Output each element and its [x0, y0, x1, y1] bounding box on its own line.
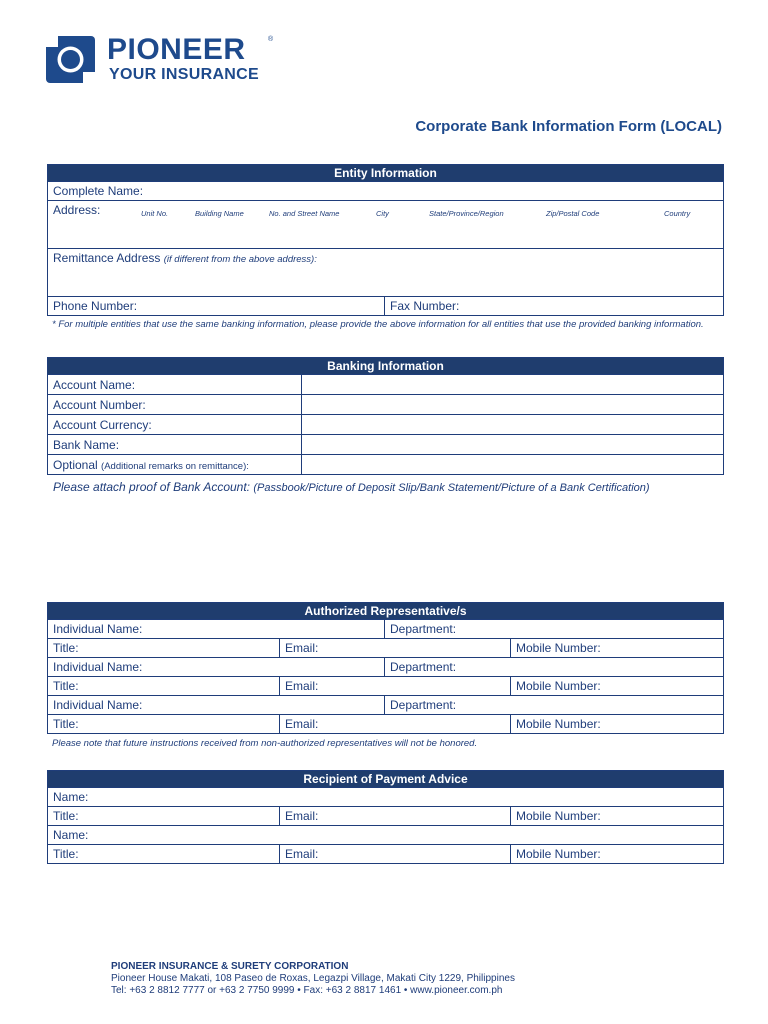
fax-number-field[interactable]	[385, 297, 724, 316]
address-zip: Zip/Postal Code	[546, 209, 600, 218]
mobile-label: Mobile Number:	[516, 679, 601, 693]
recipient2-email-field[interactable]	[280, 845, 511, 864]
reps-note: Please note that future instructions received from non-authorized representatives will not be honored.	[52, 738, 478, 749]
recipient-payment-advice-table	[47, 770, 724, 864]
rep3-department-field[interactable]	[385, 696, 724, 715]
department-label: Department:	[390, 660, 457, 674]
account-name-label: Account Name:	[48, 375, 302, 395]
mobile-label: Mobile Number:	[516, 641, 601, 655]
remittance-address-note: (if different from the above address):	[163, 254, 317, 265]
rep2-title-field[interactable]	[48, 677, 280, 696]
rep1-department-field[interactable]	[385, 620, 724, 639]
pioneer-logo	[46, 33, 286, 86]
recipient1-title-field[interactable]	[48, 807, 280, 826]
proof-lead: Please attach proof of Bank Account:	[53, 480, 251, 494]
rep1-email-field[interactable]	[280, 639, 511, 658]
footer-contact: Tel: +63 2 8812 7777 or +63 2 7750 9999 • Fax: +63 2 8817 1461 • www.pioneer.com.ph	[111, 985, 503, 996]
complete-name-field[interactable]	[48, 182, 724, 201]
rep1-individual-name-field[interactable]	[48, 620, 385, 639]
authorized-representatives-table	[47, 602, 724, 734]
complete-name-label: Complete Name:	[53, 184, 144, 198]
remittance-address-field[interactable]	[48, 249, 724, 297]
logo-tagline: YOUR INSURANCE	[109, 66, 259, 83]
individual-name-label: Individual Name:	[53, 698, 143, 712]
title-label: Title:	[53, 679, 79, 693]
reps-header: Authorized Representative/s	[48, 603, 724, 620]
rep1-title-field[interactable]	[48, 639, 280, 658]
rep2-email-field[interactable]	[280, 677, 511, 696]
account-currency-input[interactable]	[302, 415, 724, 435]
account-number-label: Account Number:	[48, 395, 302, 415]
footer	[111, 961, 515, 997]
name-label: Name:	[53, 790, 89, 804]
recipient-header: Recipient of Payment Advice	[48, 771, 724, 788]
rep3-mobile-field[interactable]	[511, 715, 724, 734]
form-title: Corporate Bank Information Form (LOCAL)	[415, 118, 722, 135]
entity-information-table	[47, 164, 724, 316]
optional-label: Optional	[53, 457, 98, 472]
rep1-mobile-field[interactable]	[511, 639, 724, 658]
individual-name-label: Individual Name:	[53, 660, 143, 674]
logo-name: PIONEER	[107, 33, 246, 66]
entity-footnote: * For multiple entities that use the same banking information, please provide the above information for all entities that use the provided banking information.	[52, 319, 704, 330]
phone-number-label: Phone Number:	[53, 299, 138, 313]
proof-of-account-note	[53, 480, 650, 494]
pioneer-logo-icon	[46, 36, 95, 83]
rep2-mobile-field[interactable]	[511, 677, 724, 696]
email-label: Email:	[285, 641, 319, 655]
individual-name-label: Individual Name:	[53, 622, 143, 636]
title-label: Title:	[53, 641, 79, 655]
recipient1-name-field[interactable]	[48, 788, 724, 807]
bank-name-label: Bank Name:	[48, 435, 302, 455]
optional-label-cell	[48, 455, 302, 475]
mobile-label: Mobile Number:	[516, 847, 601, 861]
mobile-label: Mobile Number:	[516, 809, 601, 823]
fax-number-label: Fax Number:	[390, 299, 460, 313]
rep3-individual-name-field[interactable]	[48, 696, 385, 715]
bank-name-input[interactable]	[302, 435, 724, 455]
name-label: Name:	[53, 828, 89, 842]
optional-note: (Additional remarks on remittance):	[101, 460, 249, 472]
remittance-address-label: Remittance Address	[53, 251, 161, 265]
recipient1-mobile-field[interactable]	[511, 807, 724, 826]
rep2-individual-name-field[interactable]	[48, 658, 385, 677]
phone-number-field[interactable]	[48, 297, 385, 316]
logo-registered-mark: ®	[268, 36, 274, 43]
email-label: Email:	[285, 809, 319, 823]
rep3-email-field[interactable]	[280, 715, 511, 734]
account-currency-label: Account Currency:	[48, 415, 302, 435]
optional-remarks-input[interactable]	[302, 455, 724, 475]
title-label: Title:	[53, 809, 79, 823]
rep3-title-field[interactable]	[48, 715, 280, 734]
account-name-input[interactable]	[302, 375, 724, 395]
title-label: Title:	[53, 847, 79, 861]
title-label: Title:	[53, 717, 79, 731]
email-label: Email:	[285, 847, 319, 861]
mobile-label: Mobile Number:	[516, 717, 601, 731]
footer-address: Pioneer House Makati, 108 Paseo de Roxas, Legazpi Village, Makati City 1229, Philippines	[111, 973, 515, 984]
address-country: Country	[664, 209, 691, 218]
email-label: Email:	[285, 717, 319, 731]
recipient1-email-field[interactable]	[280, 807, 511, 826]
rep2-department-field[interactable]	[385, 658, 724, 677]
department-label: Department:	[390, 622, 457, 636]
recipient2-title-field[interactable]	[48, 845, 280, 864]
recipient2-mobile-field[interactable]	[511, 845, 724, 864]
account-number-input[interactable]	[302, 395, 724, 415]
address-state: State/Province/Region	[429, 209, 504, 218]
proof-detail: (Passbook/Picture of Deposit Slip/Bank Statement/Picture of a Bank Certification)	[253, 482, 650, 494]
footer-company: PIONEER INSURANCE & SURETY CORPORATION	[111, 961, 349, 972]
banking-header: Banking Information	[48, 358, 724, 375]
recipient2-name-field[interactable]	[48, 826, 724, 845]
address-label: Address:	[53, 203, 101, 217]
address-field[interactable]	[48, 201, 724, 249]
email-label: Email:	[285, 679, 319, 693]
address-unit-no: Unit No.	[141, 209, 169, 218]
entity-header: Entity Information	[48, 165, 724, 182]
address-city: City	[376, 209, 389, 218]
department-label: Department:	[390, 698, 457, 712]
address-building-name: Building Name	[195, 209, 244, 218]
address-street-name: No. and Street Name	[269, 209, 340, 218]
banking-information-table	[47, 357, 724, 475]
